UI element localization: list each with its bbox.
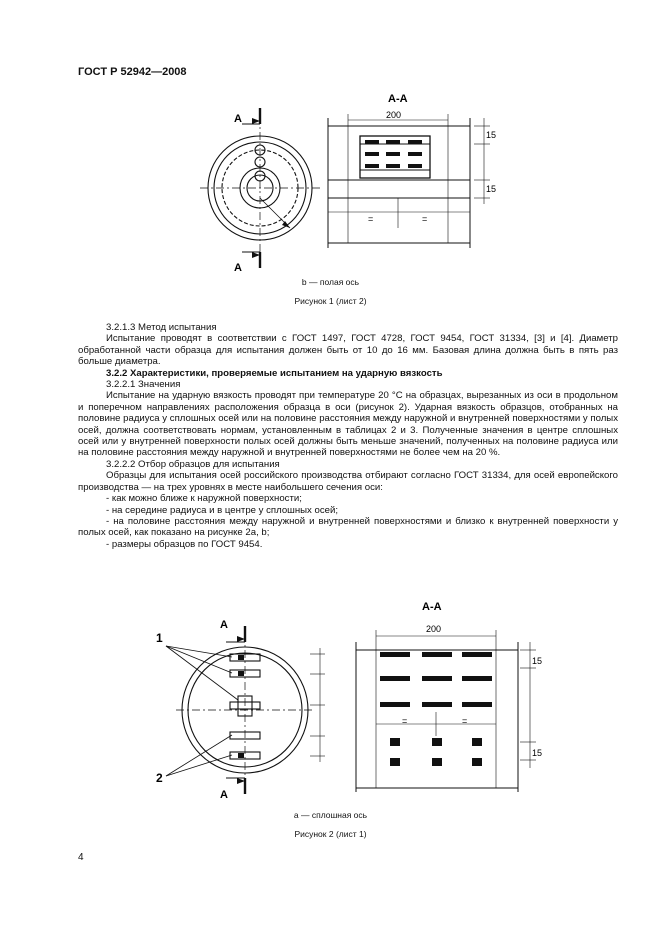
list-item: - на половине расстояния между наружной и внутренней поверхностями и близко к внутренней поверхности у полых осей, как показано на рисунке 2а, b; — [78, 515, 618, 539]
section-title: А-А — [388, 93, 408, 105]
dimension-15-top: 15 — [532, 656, 543, 666]
section-mark-a-bottom: А — [220, 789, 228, 801]
figure-1-note: b — полая ось — [301, 277, 360, 287]
figure-2-drawing — [140, 601, 560, 802]
section-title: А-А — [422, 601, 442, 613]
specimen-label-1: 1 — [156, 631, 163, 645]
equal-mark-right: = — [422, 214, 428, 224]
figure-1-drawing — [190, 88, 510, 278]
equal-mark-left: = — [402, 716, 408, 726]
document-code: ГОСТ Р 52942—2008 — [78, 66, 187, 78]
dimension-200: 200 — [386, 110, 402, 120]
dimension-200: 200 — [426, 624, 442, 634]
paragraph-heading: 3.2.2.2 Отбор образцов для испытания — [106, 458, 280, 470]
list-item: - на середине радиуса и в центре у сплошных осей; — [106, 504, 339, 516]
dimension-15-top: 15 — [486, 130, 497, 140]
paragraph: Образцы для испытания осей российского производства отбирают согласно ГОСТ 31334, для осей европейского производства — на трех уровнях в месте наибольшего сечения оси: — [78, 470, 618, 493]
list-item: - как можно ближе к наружной поверхности; — [106, 493, 302, 505]
specimen-label-2: 2 — [156, 771, 163, 785]
equal-mark-right: = — [462, 716, 468, 726]
figure-2-note: а — сплошная ось — [293, 810, 368, 820]
paragraph: Испытание проводят в соответствии с ГОСТ 1497, ГОСТ 4728, ГОСТ 9454, ГОСТ 31334, [3] и [4]. Диаметр обработанной части образца для испытания должен быть от 10 до 16 мм. Базовая длина должна быть в пять раз больше диаметра. — [78, 333, 618, 368]
list-item: - размеры образцов по ГОСТ 9454. — [106, 538, 263, 550]
figure-2-caption: Рисунок 2 (лист 1) — [294, 829, 367, 839]
section-mark-a-top: А — [234, 113, 242, 125]
paragraph-heading: 3.2.1.3 Метод испытания — [106, 322, 217, 333]
dimension-15-bottom: 15 — [532, 748, 543, 758]
section-mark-a-top: А — [220, 619, 228, 631]
paragraph: Испытание на ударную вязкость проводят при температуре 20 °С на образцах, вырезанных из оси в продольном и поперечном направлениях расположения образца в оси (рисунок 2). Ударная вязкость образцов, отобранных на половине радиуса у сплошных осей или на половине расстояния между наружной и внутренней поверхностями у полых осей, должна соответствовать нормам, установленным в таблицах 2 и 3. Полученные значения в центре сплошных осей или у внутренней поверхности полых осей должны быть меньше значений, полученных на половине радиуса или на половине расстояния между наружной и внутренней поверхностями не более чем на 20 %. — [78, 390, 618, 459]
section-heading: 3.2.2 Характеристики, проверяемые испытанием на ударную вязкость — [106, 367, 443, 379]
figure-1-caption: Рисунок 1 (лист 2) — [294, 296, 367, 306]
body-text — [78, 322, 618, 550]
paragraph-heading: 3.2.2.1 Значения — [106, 379, 181, 391]
dimension-15-bottom: 15 — [486, 184, 497, 194]
section-mark-a-bottom: А — [234, 262, 242, 274]
equal-mark-left: = — [368, 214, 374, 224]
page-number: 4 — [78, 852, 84, 863]
